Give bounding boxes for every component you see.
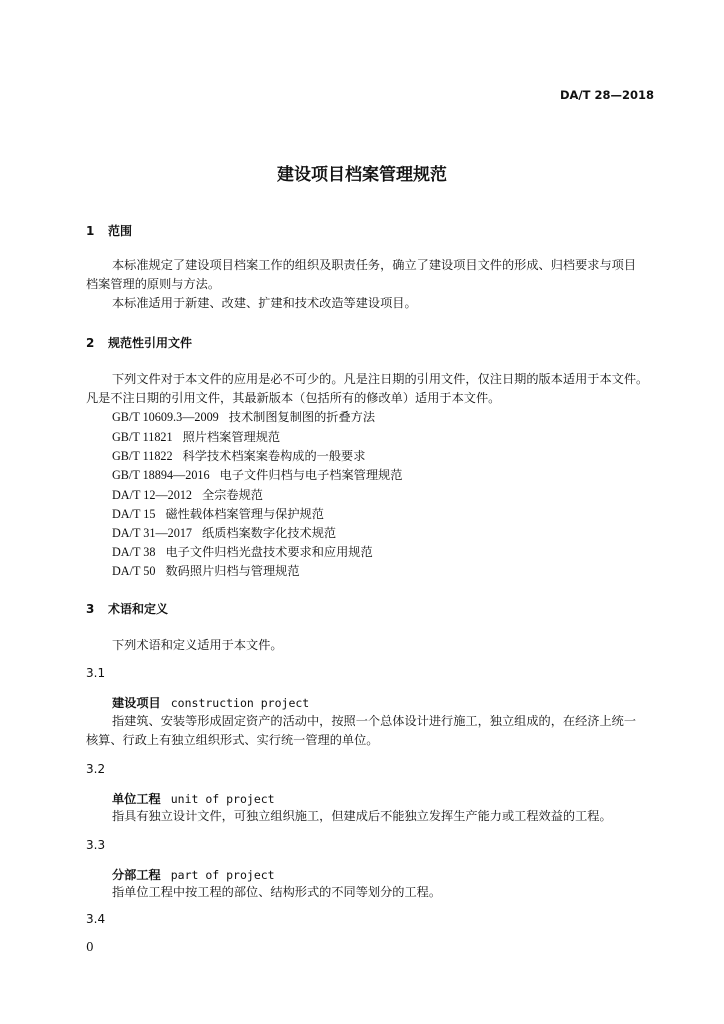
reference-code: DA/T 50 bbox=[112, 564, 156, 578]
paragraph-text: 本标准适用于新建、改建、扩建和技术改造等建设项目。 bbox=[112, 296, 417, 310]
reference-title: 全宗卷规范 bbox=[202, 488, 263, 502]
term-english: construction project bbox=[170, 696, 310, 710]
reference-item bbox=[112, 408, 375, 425]
reference-item bbox=[112, 505, 324, 522]
term-heading bbox=[112, 790, 275, 807]
term-english: unit of project bbox=[170, 792, 275, 806]
section-2-heading bbox=[86, 334, 192, 351]
term-heading bbox=[112, 694, 309, 711]
paragraph-text: 本标准规定了建设项目档案工作的组织及职责任务，确立了建设项目文件的形成、归档要求与项目 bbox=[112, 258, 637, 272]
paragraph-text: 凡是不注日期的引用文件，其最新版本（包括所有的修改单）适用于本文件。 bbox=[86, 391, 501, 405]
reference-item bbox=[112, 524, 336, 541]
term-definition: 指具有独立设计文件，可独立组织施工，但建成后不能独立发挥生产能力或工程效益的工程。 bbox=[112, 809, 612, 823]
section-number: 3 bbox=[86, 602, 95, 616]
term-english: part of project bbox=[170, 868, 275, 882]
reference-item bbox=[112, 447, 365, 464]
term-chinese: 单位工程 bbox=[112, 792, 161, 806]
term-number: 3.3 bbox=[86, 838, 106, 852]
reference-title: 科学技术档案案卷构成的一般要求 bbox=[182, 449, 366, 463]
reference-title: 技术制图复制图的折叠方法 bbox=[228, 410, 376, 424]
page-number: 0 bbox=[86, 940, 94, 954]
term-number: 3.1 bbox=[86, 666, 106, 680]
reference-code: GB/T 11822 bbox=[112, 449, 173, 463]
section-number: 2 bbox=[86, 336, 95, 350]
term-chinese: 建设项目 bbox=[112, 696, 161, 710]
reference-code: DA/T 31—2017 bbox=[112, 526, 193, 540]
reference-item bbox=[112, 466, 402, 483]
reference-title: 电子文件归档光盘技术要求和应用规范 bbox=[165, 545, 373, 559]
reference-code: GB/T 10609.3—2009 bbox=[112, 410, 219, 424]
reference-code: DA/T 15 bbox=[112, 507, 156, 521]
section-title: 术语和定义 bbox=[108, 602, 169, 616]
paragraph-text: 档案管理的原则与方法。 bbox=[86, 277, 221, 291]
term-definition: 核算、行政上有独立组织形式、实行统一管理的单位。 bbox=[86, 733, 379, 747]
reference-code: DA/T 38 bbox=[112, 545, 156, 559]
section-1-heading bbox=[86, 222, 132, 239]
reference-title: 照片档案管理规范 bbox=[182, 430, 281, 444]
term-chinese: 分部工程 bbox=[112, 868, 161, 882]
term-number: 3.4 bbox=[86, 912, 106, 926]
reference-title: 数码照片归档与管理规范 bbox=[165, 564, 300, 578]
section-title: 范围 bbox=[108, 224, 133, 238]
reference-item bbox=[112, 543, 373, 560]
reference-title: 电子文件归档与电子档案管理规范 bbox=[219, 468, 403, 482]
reference-code: DA/T 12—2012 bbox=[112, 488, 193, 502]
reference-item bbox=[112, 562, 300, 579]
paragraph-text: 下列文件对于本文件的应用是必不可少的。凡是注日期的引用文件，仅注日期的版本适用于本文件。 bbox=[112, 372, 649, 386]
reference-code: GB/T 18894—2016 bbox=[112, 468, 210, 482]
reference-code: GB/T 11821 bbox=[112, 430, 173, 444]
section-3-heading bbox=[86, 600, 168, 617]
section-number: 1 bbox=[86, 224, 95, 238]
page-title: 建设项目档案管理规范 bbox=[277, 165, 447, 185]
reference-title: 纸质档案数字化技术规范 bbox=[202, 526, 337, 540]
reference-item bbox=[112, 486, 263, 503]
section-title: 规范性引用文件 bbox=[108, 336, 193, 350]
term-definition: 指单位工程中按工程的部位、结构形式的不同等划分的工程。 bbox=[112, 885, 442, 899]
document-code-header: DA/T 28—2018 bbox=[559, 88, 654, 102]
paragraph-text: 下列术语和定义适用于本文件。 bbox=[112, 638, 283, 652]
reference-title: 磁性载体档案管理与保护规范 bbox=[165, 507, 324, 521]
reference-item bbox=[112, 428, 280, 445]
term-definition: 指建筑、安装等形成固定资产的活动中，按照一个总体设计进行施工，独立组成的，在经济上统一 bbox=[112, 714, 637, 728]
term-heading bbox=[112, 866, 275, 883]
term-number: 3.2 bbox=[86, 762, 106, 776]
